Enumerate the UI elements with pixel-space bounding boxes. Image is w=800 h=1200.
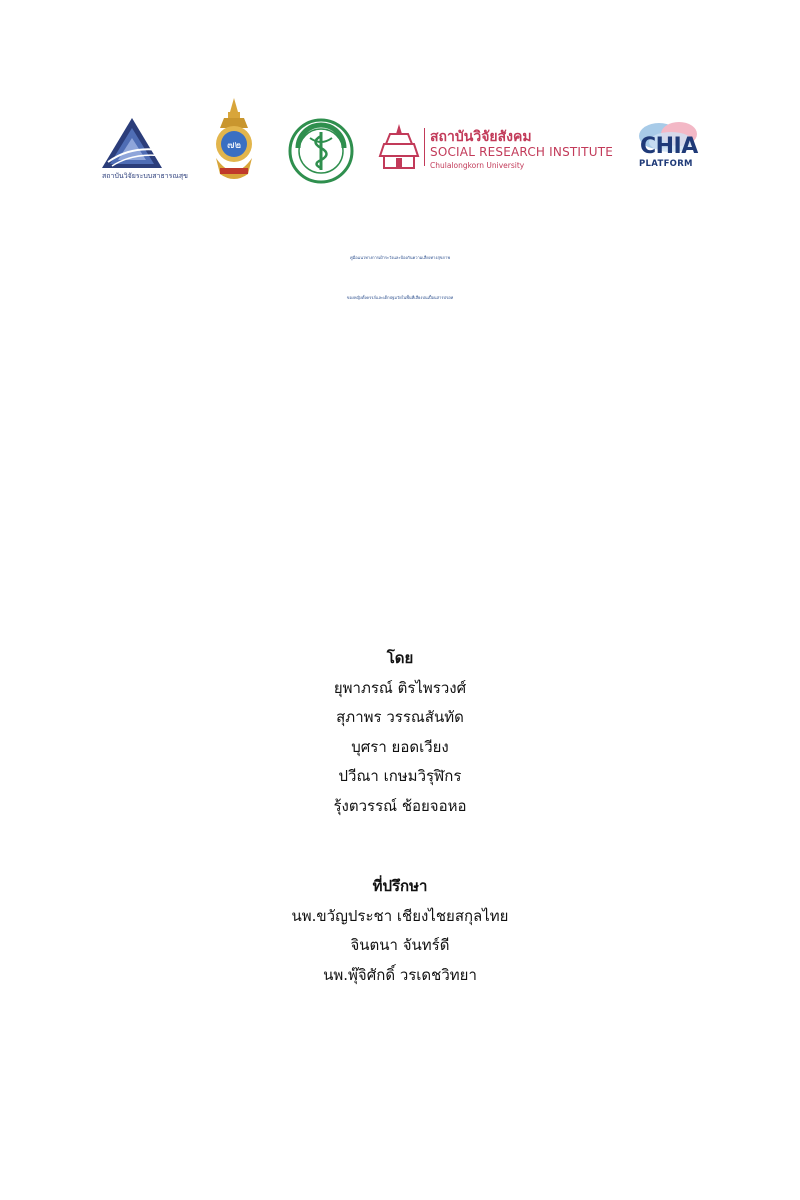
author-name: ยุพาภรณ์ ติรไพรวงศ์	[333, 678, 467, 697]
author-name: รุ้งตวรรณ์ ช้อยจอหอ	[333, 796, 467, 815]
authors-heading: โดย	[386, 649, 414, 667]
sri-logo	[378, 124, 618, 174]
advisors-block	[0, 872, 800, 990]
sri-english-name: SOCIAL RESEARCH INSTITUTE	[430, 145, 614, 159]
chia-platform-logo	[635, 120, 705, 178]
author-name: สุภาพร วรรณสันทัด	[336, 708, 464, 726]
sri-university-name: Chulalongkorn University	[430, 161, 525, 170]
advisor-name: นพ.ขวัญประชา เชียงไชยสกุลไทย	[291, 906, 509, 925]
footer-line-1	[0, 1076, 800, 1101]
advisor-name: นพ.พุ๊จิศักดิ์ วรเดชวิทยา	[323, 965, 477, 984]
sri-temple-icon	[378, 124, 420, 170]
royal-crest-icon	[210, 98, 258, 184]
sri-thai-name: สถาบันวิจัยสังคม	[430, 129, 532, 145]
chia-platform-label: PLATFORM	[639, 159, 693, 169]
hsri-caption: สถาบันวิจัยระบบสาธารณสุข	[102, 172, 188, 180]
royal-crest-logo	[210, 98, 258, 184]
author-name: บุศรา ยอดเวียง	[351, 737, 449, 756]
footer-line-2	[0, 1101, 800, 1126]
moph-seal-icon	[288, 118, 354, 184]
hsri-triangle-icon	[90, 116, 200, 172]
project-footer	[0, 1076, 800, 1126]
thai-title-line-2: ของหญิงตั้งครรภ์และเด็กปฐมวัยในพื้นที่เสี่ยงปนเปื้อนสารปรอท	[346, 295, 454, 300]
moph-logo	[288, 118, 354, 184]
thai-title-line-1: คู่มือแนวทางการเฝ้าระวังและป้องกันความเสี่ยงทางสุขภาพ	[349, 255, 451, 260]
chia-name: CHIA	[640, 134, 698, 159]
advisors-heading: ที่ปรึกษา	[372, 877, 428, 895]
advisor-name: จินตนา จันทร์ดี	[350, 936, 450, 954]
logo-row	[90, 96, 720, 192]
crest-badge-text: ๗๒	[226, 140, 242, 151]
author-name: ปวีณา เกษมวิรุฬิกร	[338, 767, 462, 785]
hsri-logo	[90, 116, 200, 182]
sri-divider	[424, 128, 425, 166]
authors-block	[0, 644, 800, 821]
